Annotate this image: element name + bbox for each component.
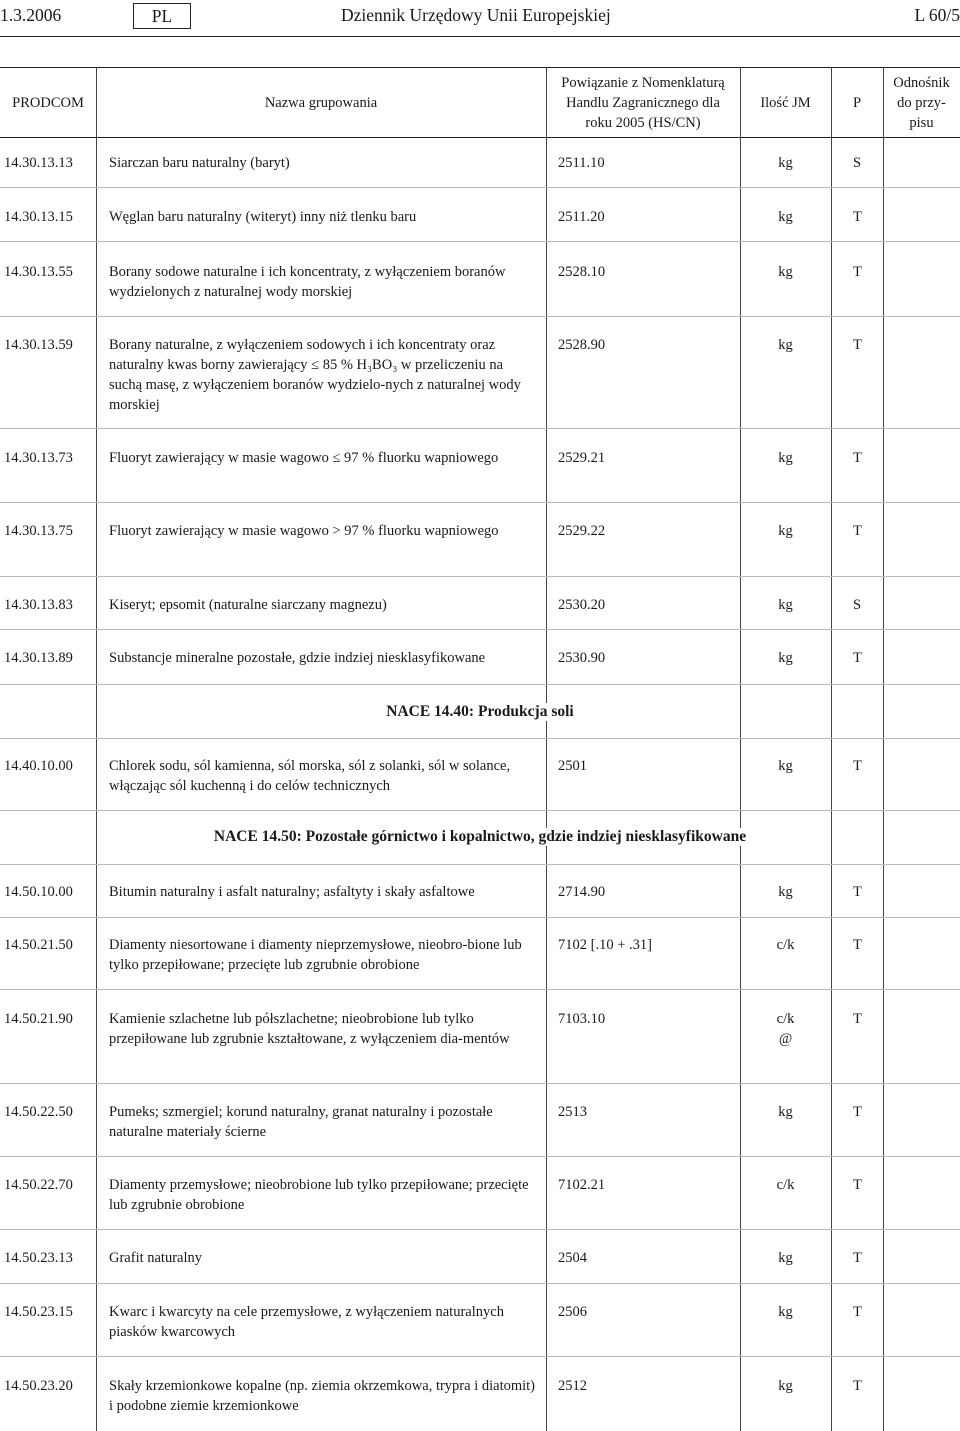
row-p: T bbox=[853, 209, 862, 225]
row-cn: 2512 bbox=[558, 1378, 587, 1394]
row-p: T bbox=[853, 937, 862, 953]
row-name: Substancje mineralne pozostałe, gdzie indziej niesklasyfikowane bbox=[109, 650, 486, 666]
section-title bbox=[0, 828, 960, 846]
row-cn: 2504 bbox=[558, 1250, 587, 1266]
row-cn: 2529.21 bbox=[558, 450, 606, 466]
page-header bbox=[0, 0, 960, 36]
row-p: T bbox=[853, 337, 862, 353]
row-name: Grafit naturalny bbox=[109, 1250, 203, 1266]
row-name: Pumeks; szmergiel; korund naturalny, granat naturalny i pozostałe naturalne materiały ścierne bbox=[109, 1104, 493, 1140]
row-separator bbox=[0, 810, 960, 811]
row-p: T bbox=[853, 1250, 862, 1266]
row-code: 14.50.10.00 bbox=[4, 884, 73, 900]
column-header-prodcom: PRODCOM bbox=[12, 95, 84, 111]
row-cn: 2511.10 bbox=[558, 155, 605, 171]
row-separator bbox=[0, 187, 960, 188]
row-separator bbox=[0, 684, 960, 685]
row-name: Diamenty niesortowane i diamenty nieprzemysłowe, nieobro-bione lub tylko przepiłowane; przecięte lub zgrubnie obrobione bbox=[109, 937, 522, 973]
row-unit: kg bbox=[778, 337, 793, 353]
section-title-text: NACE 14.50: Pozostałe górnictwo i kopalnictwo, gdzie indziej niesklasyfikowane bbox=[208, 828, 752, 846]
row-p: T bbox=[853, 1378, 862, 1394]
row-p: S bbox=[853, 155, 862, 171]
column-header-cn-line: roku 2005 (HS/CN) bbox=[585, 115, 701, 131]
row-separator bbox=[0, 864, 960, 865]
row-code: 14.30.13.15 bbox=[4, 209, 73, 225]
row-p: T bbox=[853, 450, 862, 466]
column-divider bbox=[831, 67, 832, 1431]
row-p: T bbox=[853, 1304, 862, 1320]
row-name: Bitumin naturalny i asfalt naturalny; asfaltyty i skały asfaltowe bbox=[109, 884, 475, 900]
column-header-footnote-line: pisu bbox=[909, 115, 934, 131]
row-unit: c/k bbox=[776, 937, 795, 953]
column-header-cn-line: Handlu Zagranicznego dla bbox=[566, 95, 720, 111]
row-unit: kg bbox=[778, 209, 793, 225]
column-header-unit: Ilość JM bbox=[760, 95, 811, 111]
section-title-text: NACE 14.40: Produkcja soli bbox=[380, 703, 579, 721]
row-unit: kg bbox=[778, 1378, 793, 1394]
row-unit: c/k bbox=[776, 1177, 795, 1193]
row-unit: kg bbox=[778, 758, 793, 774]
row-name: Kwarc i kwarcyty na cele przemysłowe, z wyłączeniem naturalnych piasków kwarcowych bbox=[109, 1304, 504, 1340]
row-separator bbox=[0, 629, 960, 630]
row-name: Borany sodowe naturalne i ich koncentraty, z wyłączeniem boranów wydzielonych z naturalnej wody morskiej bbox=[109, 264, 506, 300]
row-cn: 2528.10 bbox=[558, 264, 606, 280]
row-cn: 2506 bbox=[558, 1304, 587, 1320]
row-separator bbox=[0, 738, 960, 739]
language-box: PL bbox=[133, 3, 191, 29]
row-separator bbox=[0, 316, 960, 317]
column-header-p: P bbox=[852, 95, 862, 111]
row-name: Kamienie szlachetne lub półszlachetne; nieobrobione lub tylko przepiłowane lub zgrubnie kształtowane, z wyłączeniem dia-mentów bbox=[109, 1011, 510, 1047]
row-p: S bbox=[853, 597, 862, 613]
row-p: T bbox=[853, 650, 862, 666]
row-code: 14.30.13.13 bbox=[4, 155, 73, 171]
row-cn: 2530.20 bbox=[558, 597, 606, 613]
row-p: T bbox=[853, 264, 862, 280]
row-unit: kg bbox=[778, 523, 793, 539]
row-name: Kiseryt; epsomit (naturalne siarczany magnezu) bbox=[109, 597, 387, 613]
row-p: T bbox=[853, 523, 862, 539]
publication-date: 1.3.2006 bbox=[0, 5, 62, 25]
row-separator bbox=[0, 1156, 960, 1157]
row-unit: kg bbox=[778, 155, 793, 171]
row-code: 14.30.13.73 bbox=[4, 450, 73, 466]
table-top-rule bbox=[0, 67, 960, 68]
row-p: T bbox=[853, 1177, 862, 1193]
row-code: 14.30.13.83 bbox=[4, 597, 73, 613]
row-name: Fluoryt zawierający w masie wagowo ≤ 97 % fluorku wapniowego bbox=[109, 450, 499, 466]
row-code: 14.50.23.15 bbox=[4, 1304, 73, 1320]
row-code: 14.50.21.90 bbox=[4, 1011, 73, 1027]
column-header-footnote-line: Odnośnik bbox=[893, 75, 950, 91]
row-separator bbox=[0, 502, 960, 503]
row-separator bbox=[0, 428, 960, 429]
row-cn: 2714.90 bbox=[558, 884, 606, 900]
table-header-rule bbox=[0, 137, 960, 138]
column-header-cn-line: Powiązanie z Nomenklaturą bbox=[561, 75, 725, 91]
row-unit: kg bbox=[778, 597, 793, 613]
column-header-name: Nazwa grupowania bbox=[264, 95, 378, 111]
row-unit-symbol: @ bbox=[778, 1031, 793, 1047]
column-divider bbox=[546, 67, 547, 1431]
row-cn: 7103.10 bbox=[558, 1011, 606, 1027]
header-rule bbox=[0, 36, 960, 37]
row-cn: 2530.90 bbox=[558, 650, 606, 666]
row-cn: 2528.90 bbox=[558, 337, 606, 353]
row-code: 14.30.13.89 bbox=[4, 650, 73, 666]
column-header-footnote bbox=[883, 73, 960, 133]
row-separator bbox=[0, 917, 960, 918]
page-number: L 60/5 bbox=[914, 5, 960, 25]
row-unit: c/k bbox=[776, 1011, 795, 1027]
row-cn: 2513 bbox=[558, 1104, 587, 1120]
row-p: T bbox=[853, 1011, 862, 1027]
row-separator bbox=[0, 989, 960, 990]
row-cn: 2501 bbox=[558, 758, 587, 774]
row-unit: kg bbox=[778, 450, 793, 466]
row-unit: kg bbox=[778, 650, 793, 666]
journal-title: Dziennik Urzędowy Unii Europejskiej bbox=[341, 5, 611, 25]
row-name: Skały krzemionkowe kopalne (np. ziemia okrzemkowa, trypra i diatomit) i podobne ziemie krzemionkowe bbox=[109, 1378, 536, 1414]
row-cn: 7102.21 bbox=[558, 1177, 606, 1193]
row-unit: kg bbox=[778, 1304, 793, 1320]
column-divider bbox=[96, 67, 97, 1431]
row-name: Borany naturalne, z wyłączeniem sodowych i ich koncentraty oraz naturalny kwas borny zawierający ≤ 85 % H₃BO₃ w przeliczeniu na suchą masę, z wyłączeniem boranów wydzielo-nych z naturalnej wody morskiej bbox=[109, 337, 521, 413]
row-unit: kg bbox=[778, 1104, 793, 1120]
row-p: T bbox=[853, 758, 862, 774]
row-name: Fluoryt zawierający w masie wagowo > 97 % fluorku wapniowego bbox=[109, 523, 499, 539]
column-divider bbox=[883, 67, 884, 1431]
row-code: 14.50.23.13 bbox=[4, 1250, 73, 1266]
row-unit: kg bbox=[778, 1250, 793, 1266]
row-unit: kg bbox=[778, 884, 793, 900]
row-code: 14.50.23.20 bbox=[4, 1378, 73, 1394]
row-name: Chlorek sodu, sól kamienna, sól morska, sól z solanki, sól w solance, włączając sól kuchenną i do celów technicznych bbox=[109, 758, 511, 794]
row-separator bbox=[0, 1083, 960, 1084]
row-code: 14.30.13.59 bbox=[4, 337, 73, 353]
row-p: T bbox=[853, 884, 862, 900]
row-code: 14.30.13.55 bbox=[4, 264, 73, 280]
row-cn: 7102 [.10 + .31] bbox=[558, 937, 652, 953]
column-header-footnote-line: do przy- bbox=[897, 95, 946, 111]
row-code: 14.50.22.70 bbox=[4, 1177, 73, 1193]
row-unit: kg bbox=[778, 264, 793, 280]
row-separator bbox=[0, 576, 960, 577]
row-cn: 2529.22 bbox=[558, 523, 606, 539]
row-separator bbox=[0, 1229, 960, 1230]
row-name: Siarczan baru naturalny (baryt) bbox=[109, 155, 290, 171]
row-name: Węglan baru naturalny (witeryt) inny niż tlenku baru bbox=[109, 209, 417, 225]
row-separator bbox=[0, 241, 960, 242]
row-code: 14.40.10.00 bbox=[4, 758, 73, 774]
row-separator bbox=[0, 1356, 960, 1357]
row-p: T bbox=[853, 1104, 862, 1120]
row-code: 14.50.21.50 bbox=[4, 937, 73, 953]
row-code: 14.30.13.75 bbox=[4, 523, 73, 539]
column-header-cn bbox=[546, 73, 740, 133]
row-separator bbox=[0, 1283, 960, 1284]
section-title bbox=[0, 703, 960, 721]
row-name: Diamenty przemysłowe; nieobrobione lub tylko przepiłowane; przecięte lub zgrubnie obrobione bbox=[109, 1177, 529, 1213]
row-code: 14.50.22.50 bbox=[4, 1104, 73, 1120]
row-cn: 2511.20 bbox=[558, 209, 605, 225]
